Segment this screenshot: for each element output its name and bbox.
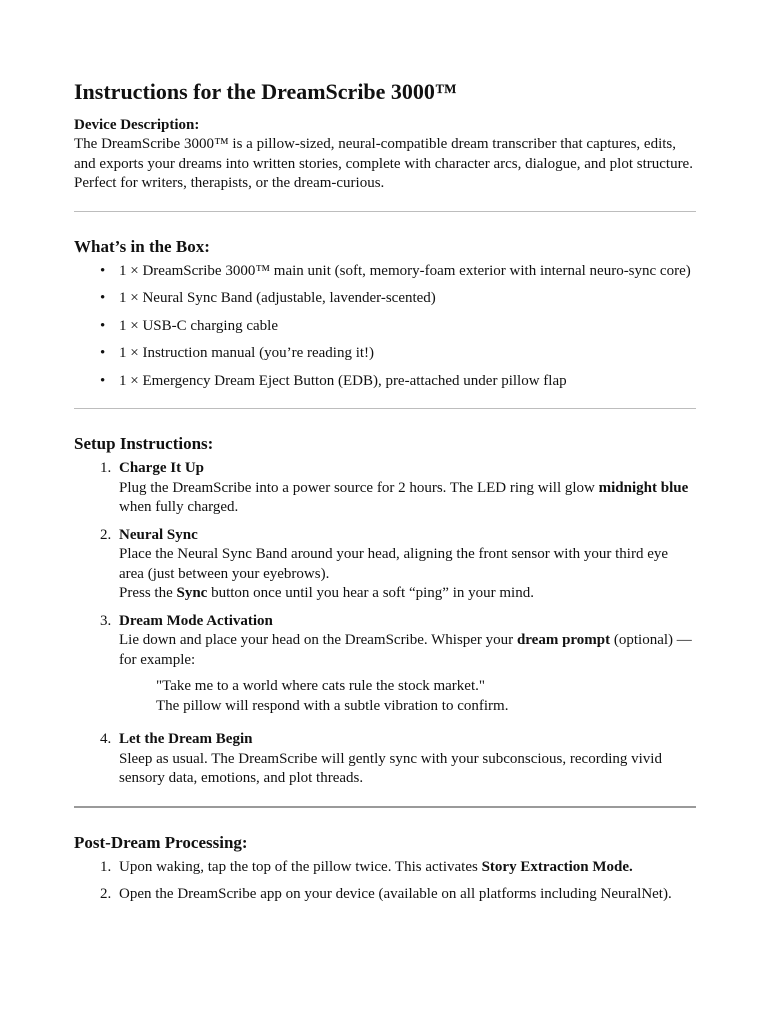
device-description-text: The DreamScribe 3000™ is a pillow-sized, neural-compatible dream transcriber that captures, edits, and exports your dreams into written stories, complete with character arcs, dialogue, and plot structure. Perfect for writers, therapists, or the dream-curious.: [74, 136, 693, 191]
step-number: 1.: [100, 460, 112, 476]
step-number: 2.: [100, 886, 112, 902]
step-text: Sleep as usual. The DreamScribe will gently sync with your subconscious, recording vivid sensory data, emotions, and plot threads.: [119, 750, 662, 786]
list-item: [74, 262, 696, 282]
divider: [74, 408, 696, 409]
step-text: Plug the DreamScribe into a power source for 2 hours. The LED ring will glow midnight blue when fully charged.: [119, 479, 689, 515]
setup-steps: [74, 459, 696, 789]
list-item: [74, 526, 696, 604]
bullet-icon: •: [100, 317, 106, 334]
step-number: 2.: [100, 526, 112, 543]
list-item-text: 1 × Neural Sync Band (adjustable, lavender-scented): [119, 290, 436, 306]
step-title: Neural Sync: [119, 526, 198, 543]
divider: [74, 806, 696, 808]
list-item: [74, 612, 696, 717]
step-title: Dream Mode Activation: [119, 612, 273, 629]
bullet-icon: •: [100, 372, 106, 389]
box-list: [74, 262, 696, 392]
divider: [74, 211, 696, 212]
page-title: Instructions for the DreamScribe 3000™: [74, 79, 457, 104]
list-item-text: 1 × DreamScribe 3000™ main unit (soft, memory-foam exterior with internal neuro-sync core): [119, 262, 691, 279]
list-item: [74, 317, 696, 337]
step-text: Place the Neural Sync Band around your head, aligning the front sensor with your third eye area (just between your eyebrows).: [119, 546, 669, 582]
document-page: [74, 78, 696, 905]
list-item: 2. Open the DreamScribe app on your device (available on all platforms including NeuralNet).: [74, 885, 696, 905]
step-number: 4.: [100, 731, 112, 747]
post-steps: [74, 858, 696, 905]
example-quote: "Take me to a world where cats rule the stock market." The pillow will respond with a subtle vibration to confirm.: [156, 678, 509, 714]
bullet-icon: •: [100, 345, 106, 361]
list-item-text: 1 × USB-C charging cable: [119, 317, 278, 334]
list-item: [74, 289, 696, 309]
post-heading: Post-Dream Processing:: [74, 832, 248, 852]
setup-heading: Setup Instructions:: [74, 434, 214, 453]
list-item-text: 1 × Instruction manual (you’re reading it!): [119, 345, 375, 361]
list-item: [74, 730, 696, 789]
list-item: [74, 344, 696, 364]
step-title: Let the Dream Begin: [119, 731, 253, 747]
step-number: 1.: [100, 858, 112, 875]
list-item: [74, 459, 696, 518]
bullet-icon: •: [100, 290, 106, 306]
step-number: 3.: [100, 612, 112, 629]
device-description-label: Device Description:: [74, 117, 200, 133]
list-item-text: 1 × Emergency Dream Eject Button (EDB), pre-attached under pillow flap: [119, 372, 567, 389]
step-text: Press the Sync button once until you hear a soft “ping” in your mind.: [119, 585, 534, 601]
step-text: Lie down and place your head on the DreamScribe. Whisper your dream prompt (optional) — for example:: [119, 632, 692, 668]
box-heading: What’s in the Box:: [74, 236, 210, 256]
step-title: Charge It Up: [119, 460, 204, 476]
bullet-icon: •: [100, 262, 106, 279]
list-item: [74, 372, 696, 392]
list-item: 1. Upon waking, tap the top of the pillow twice. This activates Story Extraction Mode.: [74, 858, 696, 878]
